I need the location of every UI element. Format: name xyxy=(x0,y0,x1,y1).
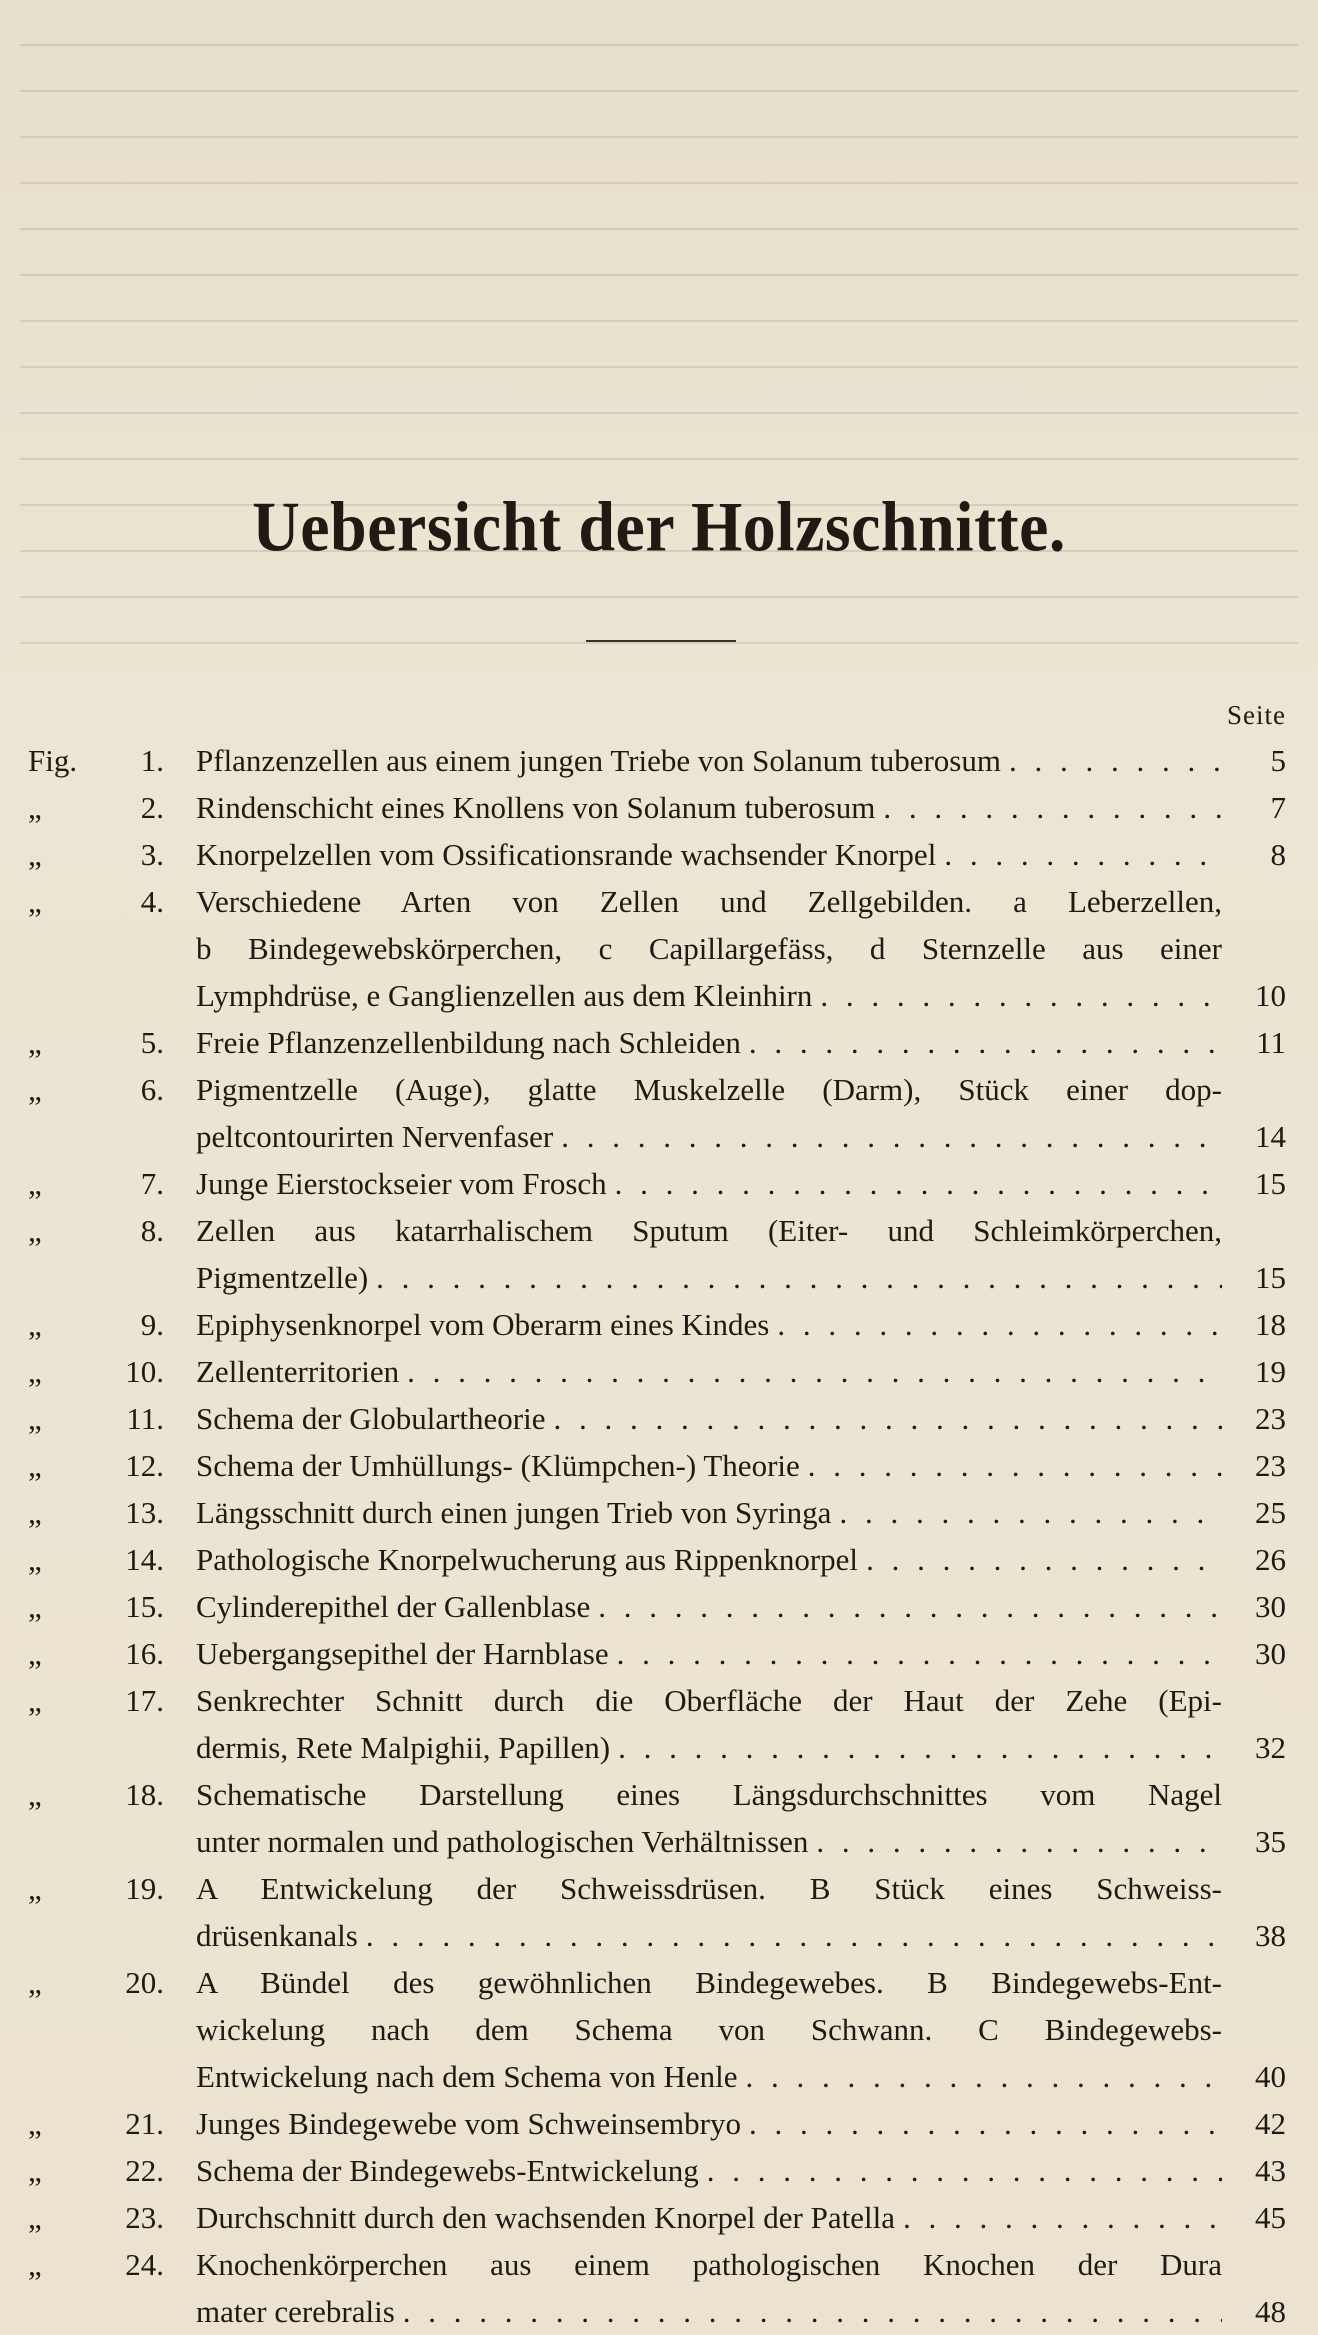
description-last-line xyxy=(196,1348,1222,1395)
figure-entry xyxy=(0,1489,1318,1536)
figure-number: 4. xyxy=(140,884,164,919)
figure-number: 19. xyxy=(125,1871,164,1906)
figure-number: 9. xyxy=(140,1307,164,1342)
figure-label: „ xyxy=(28,2153,42,2188)
figure-number: 13. xyxy=(125,1495,164,1530)
description-last-line xyxy=(196,972,1222,1019)
description-last-line xyxy=(196,1254,1222,1301)
figure-label: „ xyxy=(28,1072,42,1107)
leader-dots xyxy=(741,2100,1222,2147)
figure-entry xyxy=(0,1630,1318,1677)
description-text: mater cerebralis xyxy=(196,2294,395,2329)
description-text: Rindenschicht eines Knollens von Solanum tuberosum xyxy=(196,790,876,825)
description-text: Schema der Globulartheorie xyxy=(196,1401,546,1436)
figure-entry xyxy=(0,2241,1318,2335)
figure-description xyxy=(196,1630,1222,1677)
figure-label: „ xyxy=(28,1683,42,1718)
page-number: 7 xyxy=(1270,790,1286,825)
description-line: Zellen aus katarrhalischem Sputum (Eiter- und Schleimkörperchen, xyxy=(196,1213,1222,1248)
seite-column-header: Seite xyxy=(1227,700,1286,730)
description-text: drüsenkanals xyxy=(196,1918,358,1953)
leader-dots xyxy=(800,1442,1222,1489)
page-number: 35 xyxy=(1255,1824,1286,1859)
description-last-line xyxy=(196,2194,1222,2241)
leader-dots xyxy=(875,784,1222,831)
description-text: Pigmentzelle) xyxy=(196,1260,369,1295)
leader-dots xyxy=(590,1583,1222,1630)
figure-description xyxy=(196,878,1222,1019)
description-line: Knochenkörperchen aus einem pathologischen Knochen der Dura xyxy=(196,2247,1222,2282)
figure-label: „ xyxy=(28,790,42,825)
figure-label: „ xyxy=(28,1307,42,1342)
leader-dots xyxy=(812,972,1222,1019)
figure-label: „ xyxy=(28,837,42,872)
figure-entry xyxy=(0,831,1318,878)
description-last-line xyxy=(196,1536,1222,1583)
figure-label: Fig. xyxy=(28,743,78,778)
figure-entry xyxy=(0,1865,1318,1959)
description-last-line xyxy=(196,1489,1222,1536)
figure-label: „ xyxy=(28,1025,42,1060)
figure-number: 24. xyxy=(125,2247,164,2282)
figure-entry xyxy=(0,1677,1318,1771)
leader-dots xyxy=(358,1912,1222,1959)
figure-number: 14. xyxy=(125,1542,164,1577)
figure-description xyxy=(196,1536,1222,1583)
figure-label: „ xyxy=(28,2106,42,2141)
figure-label: „ xyxy=(28,1213,42,1248)
figure-label: „ xyxy=(28,1448,42,1483)
figure-description xyxy=(196,2147,1222,2194)
description-last-line xyxy=(196,1583,1222,1630)
description-text: Pathologische Knorpelwucherung aus Rippenknorpel xyxy=(196,1542,859,1577)
description-text: Schema der Bindegewebs-Entwickelung xyxy=(196,2153,699,2188)
figure-description xyxy=(196,1865,1222,1959)
description-last-line xyxy=(196,1818,1222,1865)
figure-entry xyxy=(0,1019,1318,1066)
figure-label: „ xyxy=(28,1401,42,1436)
figure-description xyxy=(196,737,1222,784)
figure-number: 18. xyxy=(125,1777,164,1812)
figure-entry xyxy=(0,784,1318,831)
description-last-line xyxy=(196,1395,1222,1442)
leader-dots xyxy=(610,1724,1222,1771)
page-number: 11 xyxy=(1256,1025,1286,1060)
figure-description xyxy=(196,1395,1222,1442)
figure-label: „ xyxy=(28,1777,42,1812)
description-line: A Bündel des gewöhnlichen Bindegewebes. B Bindegewebs-Ent- xyxy=(196,1965,1222,2000)
leader-dots xyxy=(553,1113,1222,1160)
leader-dots xyxy=(741,1019,1222,1066)
page-number: 32 xyxy=(1255,1730,1286,1765)
title-divider xyxy=(586,640,736,642)
figure-description xyxy=(196,2100,1222,2147)
description-last-line xyxy=(196,1113,1222,1160)
page-number: 48 xyxy=(1255,2294,1286,2329)
figure-number: 7. xyxy=(140,1166,164,1201)
figure-entry xyxy=(0,2100,1318,2147)
figure-label: „ xyxy=(28,1589,42,1624)
description-text: Knorpelzellen vom Ossificationsrande wachsender Knorpel xyxy=(196,837,937,872)
leader-dots xyxy=(895,2194,1222,2241)
description-line: b Bindegewebskörperchen, c Capillargefäss, d Sternzelle aus einer xyxy=(196,931,1222,966)
figure-entry xyxy=(0,878,1318,1019)
figure-number: 15. xyxy=(125,1589,164,1624)
page-number: 40 xyxy=(1255,2059,1286,2094)
description-text: unter normalen und pathologischen Verhältnissen xyxy=(196,1824,809,1859)
figure-description xyxy=(196,1207,1222,1301)
figure-description xyxy=(196,1066,1222,1160)
leader-dots xyxy=(368,1254,1222,1301)
description-text: peltcontourirten Nervenfaser xyxy=(196,1119,554,1154)
page-number: 30 xyxy=(1255,1636,1286,1671)
figure-entry xyxy=(0,2147,1318,2194)
leader-dots xyxy=(607,1160,1222,1207)
page-number: 18 xyxy=(1255,1307,1286,1342)
figure-description xyxy=(196,1019,1222,1066)
figure-number: 17. xyxy=(125,1683,164,1718)
leader-dots xyxy=(1001,737,1222,784)
figure-number: 20. xyxy=(125,1965,164,2000)
figure-number: 21. xyxy=(125,2106,164,2141)
figure-entry xyxy=(0,1583,1318,1630)
figure-label: „ xyxy=(28,884,42,919)
figure-description xyxy=(196,1301,1222,1348)
page-number: 5 xyxy=(1270,743,1286,778)
leader-dots xyxy=(737,2053,1222,2100)
page-number: 19 xyxy=(1255,1354,1286,1389)
figure-entry xyxy=(0,1301,1318,1348)
figure-number: 2. xyxy=(140,790,164,825)
description-text: Junge Eierstockseier vom Frosch xyxy=(196,1166,607,1201)
figure-label: „ xyxy=(28,2247,42,2282)
figure-entry xyxy=(0,1536,1318,1583)
page-number: 10 xyxy=(1255,978,1286,1013)
leader-dots xyxy=(831,1489,1222,1536)
figure-description xyxy=(196,1160,1222,1207)
description-last-line xyxy=(196,831,1222,878)
leader-dots xyxy=(699,2147,1222,2194)
page-number: 43 xyxy=(1255,2153,1286,2188)
figure-label: „ xyxy=(28,1354,42,1389)
leader-dots xyxy=(808,1818,1222,1865)
figure-entry xyxy=(0,1771,1318,1865)
description-line: wickelung nach dem Schema von Schwann. C Bindegewebs- xyxy=(196,2012,1222,2047)
page-number: 38 xyxy=(1255,1918,1286,1953)
figure-label: „ xyxy=(28,2200,42,2235)
figure-entry xyxy=(0,1442,1318,1489)
figure-number: 3. xyxy=(140,837,164,872)
description-last-line xyxy=(196,1630,1222,1677)
figure-number: 23. xyxy=(125,2200,164,2235)
leader-dots xyxy=(399,1348,1222,1395)
figure-entry xyxy=(0,1395,1318,1442)
bleed-through-text xyxy=(0,0,1318,720)
figure-label: „ xyxy=(28,1636,42,1671)
description-text: Uebergangsepithel der Harnblase xyxy=(196,1636,609,1671)
figure-description xyxy=(196,1442,1222,1489)
page-title: Uebersicht der Holzschnitte. xyxy=(252,488,1066,567)
description-text: Epiphysenknorpel vom Oberarm eines Kindes xyxy=(196,1307,770,1342)
figure-entry xyxy=(0,737,1318,784)
description-line: Schematische Darstellung eines Längsdurchschnittes vom Nagel xyxy=(196,1777,1222,1812)
figure-label: „ xyxy=(28,1166,42,1201)
figure-number: 22. xyxy=(125,2153,164,2188)
figure-description xyxy=(196,1583,1222,1630)
page-number: 30 xyxy=(1255,1589,1286,1624)
description-text: dermis, Rete Malpighii, Papillen) xyxy=(196,1730,611,1765)
figure-entry xyxy=(0,1348,1318,1395)
figure-label: „ xyxy=(28,1871,42,1906)
figure-number: 5. xyxy=(140,1025,164,1060)
leader-dots xyxy=(609,1630,1222,1677)
figure-label: „ xyxy=(28,1965,42,2000)
figure-description xyxy=(196,2241,1222,2335)
figure-number: 16. xyxy=(125,1636,164,1671)
description-text: Entwickelung nach dem Schema von Henle xyxy=(196,2059,738,2094)
description-line: Senkrechter Schnitt durch die Oberfläche der Haut der Zehe (Epi- xyxy=(196,1683,1222,1718)
description-last-line xyxy=(196,2147,1222,2194)
description-line: Verschiedene Arten von Zellen und Zellgebilden. a Leberzellen, xyxy=(196,884,1222,919)
figure-description xyxy=(196,1489,1222,1536)
leader-dots xyxy=(936,831,1222,878)
figure-entry xyxy=(0,1207,1318,1301)
figure-number: 10. xyxy=(125,1354,164,1389)
page-number: 14 xyxy=(1255,1119,1286,1154)
figure-description xyxy=(196,831,1222,878)
description-line: A Entwickelung der Schweissdrüsen. B Stück eines Schweiss- xyxy=(196,1871,1222,1906)
figure-description xyxy=(196,1771,1222,1865)
description-text: Zellenterritorien xyxy=(196,1354,400,1389)
figure-number: 8. xyxy=(140,1213,164,1248)
description-line: Pigmentzelle (Auge), glatte Muskelzelle (Darm), Stück einer dop- xyxy=(196,1072,1222,1107)
figure-description xyxy=(196,784,1222,831)
leader-dots xyxy=(769,1301,1222,1348)
description-last-line xyxy=(196,1019,1222,1066)
figure-label: „ xyxy=(28,1542,42,1577)
page-number: 42 xyxy=(1255,2106,1286,2141)
page-number: 26 xyxy=(1255,1542,1286,1577)
description-text: Schema der Umhüllungs- (Klümpchen-) Theorie xyxy=(196,1448,800,1483)
description-last-line xyxy=(196,1912,1222,1959)
figure-number: 6. xyxy=(140,1072,164,1107)
page-number: 8 xyxy=(1270,837,1286,872)
description-last-line xyxy=(196,1724,1222,1771)
description-text: Junges Bindegewebe vom Schweinsembryo xyxy=(196,2106,741,2141)
figure-number: 11. xyxy=(126,1401,164,1436)
figure-entry xyxy=(0,1959,1318,2100)
figure-list xyxy=(0,737,1318,2335)
description-last-line xyxy=(196,1301,1222,1348)
leader-dots xyxy=(545,1395,1222,1442)
page-number: 25 xyxy=(1255,1495,1286,1530)
description-last-line xyxy=(196,2053,1222,2100)
description-last-line xyxy=(196,1442,1222,1489)
figure-entry xyxy=(0,1066,1318,1160)
figure-label: „ xyxy=(28,1495,42,1530)
figure-description xyxy=(196,1959,1222,2100)
figure-number: 1. xyxy=(140,743,164,778)
page-number: 45 xyxy=(1255,2200,1286,2235)
description-text: Freie Pflanzenzellenbildung nach Schleiden xyxy=(196,1025,741,1060)
figure-description xyxy=(196,2194,1222,2241)
page-number: 23 xyxy=(1255,1448,1286,1483)
description-last-line xyxy=(196,2100,1222,2147)
page-number: 15 xyxy=(1255,1260,1286,1295)
figure-entry xyxy=(0,2194,1318,2241)
description-last-line xyxy=(196,2288,1222,2335)
leader-dots xyxy=(395,2288,1222,2335)
figure-description xyxy=(196,1348,1222,1395)
description-text: Lymphdrüse, e Ganglienzellen aus dem Kleinhirn xyxy=(196,978,813,1013)
description-text: Cylinderepithel der Gallenblase xyxy=(196,1589,591,1624)
description-text: Längsschnitt durch einen jungen Trieb von Syringa xyxy=(196,1495,832,1530)
description-last-line xyxy=(196,784,1222,831)
description-last-line xyxy=(196,737,1222,784)
description-last-line xyxy=(196,1160,1222,1207)
page-number: 15 xyxy=(1255,1166,1286,1201)
figure-number: 12. xyxy=(125,1448,164,1483)
figure-description xyxy=(196,1677,1222,1771)
description-text: Pflanzenzellen aus einem jungen Triebe von Solanum tuberosum xyxy=(196,743,1001,778)
leader-dots xyxy=(858,1536,1222,1583)
page-number: 23 xyxy=(1255,1401,1286,1436)
description-text: Durchschnitt durch den wachsenden Knorpel der Patella xyxy=(196,2200,895,2235)
figure-entry xyxy=(0,1160,1318,1207)
